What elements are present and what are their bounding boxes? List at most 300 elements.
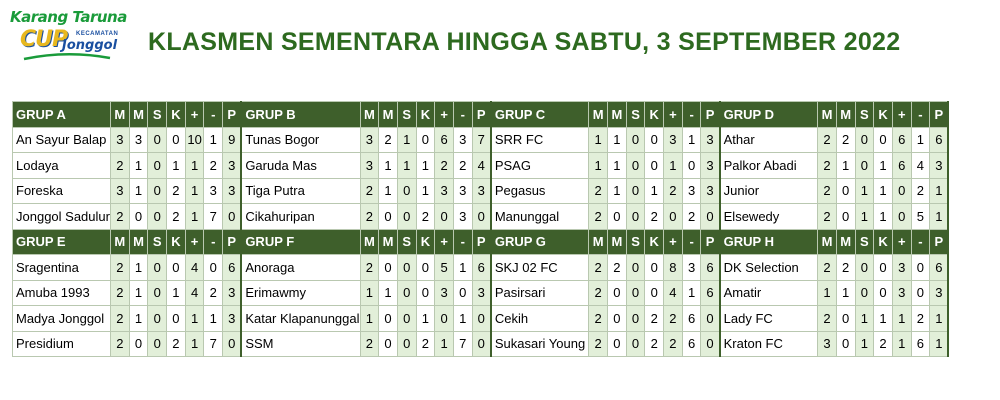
column-header: M: [589, 229, 608, 255]
stat-cell: 1: [453, 306, 472, 332]
stat-cell: 1: [185, 178, 204, 204]
stat-cell: 0: [379, 331, 398, 357]
page-title: KLASMEN SEMENTARA HINGGA SABTU, 3 SEPTEMBER 2022: [148, 28, 901, 56]
column-header: M: [818, 229, 837, 255]
stat-cell: 2: [589, 178, 608, 204]
stat-cell: 0: [645, 255, 664, 281]
table-row: [13, 306, 949, 332]
team-name: Tiga Putra: [241, 178, 360, 204]
stat-cell: 3: [111, 178, 130, 204]
team-name: Lady FC: [720, 306, 818, 332]
stat-cell: 0: [626, 306, 645, 332]
stat-cell: 3: [360, 153, 379, 179]
stat-cell: 0: [626, 178, 645, 204]
column-header: S: [148, 229, 167, 255]
stat-cell: 0: [148, 204, 167, 230]
column-header: S: [626, 102, 645, 128]
column-header: K: [645, 229, 664, 255]
team-name: PSAG: [491, 153, 589, 179]
stat-cell: 6: [930, 127, 949, 153]
stat-cell: 0: [701, 306, 720, 332]
team-name: Tunas Bogor: [241, 127, 360, 153]
team-name: Kraton FC: [720, 331, 818, 357]
column-header: M: [379, 102, 398, 128]
stat-cell: 3: [360, 127, 379, 153]
stat-cell: 2: [818, 306, 837, 332]
column-header: K: [874, 229, 893, 255]
stat-cell: 10: [185, 127, 204, 153]
stat-cell: 2: [204, 153, 223, 179]
stat-cell: 0: [836, 178, 855, 204]
stat-cell: 1: [185, 306, 204, 332]
stat-cell: 0: [379, 204, 398, 230]
column-header: M: [360, 229, 379, 255]
column-header: S: [855, 102, 874, 128]
stat-cell: 4: [185, 280, 204, 306]
column-header: +: [185, 102, 204, 128]
stat-cell: 2: [836, 255, 855, 281]
stat-cell: 0: [397, 178, 416, 204]
stat-cell: 3: [818, 331, 837, 357]
stat-cell: 6: [682, 306, 701, 332]
stat-cell: 1: [379, 178, 398, 204]
group-name: GRUP F: [241, 229, 360, 255]
stat-cell: 1: [416, 178, 435, 204]
stat-cell: 0: [911, 255, 930, 281]
team-name: Palkor Abadi: [720, 153, 818, 179]
stat-cell: 3: [453, 178, 472, 204]
stat-cell: 1: [435, 331, 454, 357]
column-header: M: [589, 102, 608, 128]
stat-cell: 0: [855, 153, 874, 179]
stat-cell: 2: [204, 280, 223, 306]
stat-cell: 3: [892, 280, 911, 306]
stat-cell: 2: [645, 306, 664, 332]
table-row: [13, 280, 949, 306]
stat-cell: 3: [892, 255, 911, 281]
column-header: P: [701, 102, 720, 128]
stat-cell: 3: [129, 127, 148, 153]
stat-cell: 2: [589, 204, 608, 230]
column-header: M: [836, 229, 855, 255]
stat-cell: 0: [223, 204, 242, 230]
stat-cell: 0: [397, 280, 416, 306]
stat-cell: 1: [682, 280, 701, 306]
column-header: K: [416, 102, 435, 128]
stat-cell: 2: [911, 178, 930, 204]
stat-cell: 3: [701, 153, 720, 179]
stat-cell: 0: [416, 280, 435, 306]
column-header: -: [204, 102, 223, 128]
stat-cell: 3: [664, 127, 683, 153]
stat-cell: 1: [836, 153, 855, 179]
column-header: K: [167, 229, 186, 255]
stat-cell: 1: [855, 178, 874, 204]
stat-cell: 2: [360, 255, 379, 281]
stat-cell: 1: [453, 255, 472, 281]
stat-cell: 7: [204, 204, 223, 230]
team-name: Anoraga: [241, 255, 360, 281]
group-name: GRUP G: [491, 229, 589, 255]
stat-cell: 1: [379, 153, 398, 179]
team-name: Cekih: [491, 306, 589, 332]
team-name: SSM: [241, 331, 360, 357]
stat-cell: 0: [204, 255, 223, 281]
stat-cell: 0: [892, 178, 911, 204]
stat-cell: 0: [626, 127, 645, 153]
stat-cell: 3: [701, 127, 720, 153]
table-row: [13, 153, 949, 179]
stat-cell: 0: [416, 127, 435, 153]
stat-cell: 2: [818, 255, 837, 281]
stat-cell: 0: [701, 204, 720, 230]
column-header: P: [472, 229, 491, 255]
column-header: K: [416, 229, 435, 255]
stat-cell: 3: [223, 280, 242, 306]
stat-cell: 3: [930, 280, 949, 306]
stat-cell: 1: [892, 331, 911, 357]
stat-cell: 0: [682, 153, 701, 179]
stat-cell: 1: [589, 153, 608, 179]
stat-cell: 0: [435, 306, 454, 332]
stat-cell: 3: [472, 280, 491, 306]
stat-cell: 3: [472, 178, 491, 204]
logo-text-cup: CUP: [20, 27, 68, 52]
stat-cell: 0: [167, 306, 186, 332]
column-header: -: [682, 102, 701, 128]
column-header: K: [645, 102, 664, 128]
group-name: GRUP B: [241, 102, 360, 128]
stat-cell: 1: [874, 306, 893, 332]
stat-cell: 0: [148, 127, 167, 153]
stat-cell: 0: [148, 255, 167, 281]
stat-cell: 0: [148, 153, 167, 179]
stat-cell: 0: [148, 331, 167, 357]
stat-cell: 0: [435, 204, 454, 230]
stat-cell: 2: [874, 331, 893, 357]
stat-cell: 2: [682, 204, 701, 230]
stat-cell: 2: [664, 178, 683, 204]
stat-cell: 0: [129, 331, 148, 357]
stat-cell: 1: [416, 153, 435, 179]
column-header: S: [148, 102, 167, 128]
column-header: -: [911, 102, 930, 128]
stat-cell: 1: [645, 178, 664, 204]
column-header: M: [836, 102, 855, 128]
stat-cell: 6: [701, 280, 720, 306]
stat-cell: 0: [626, 153, 645, 179]
stat-cell: 3: [453, 127, 472, 153]
column-header: S: [397, 229, 416, 255]
stat-cell: 1: [397, 153, 416, 179]
stat-cell: 3: [223, 306, 242, 332]
stat-cell: 1: [911, 127, 930, 153]
column-header: +: [892, 229, 911, 255]
stat-cell: 0: [855, 127, 874, 153]
stat-cell: 2: [645, 331, 664, 357]
stat-cell: 1: [379, 280, 398, 306]
stat-cell: 2: [836, 127, 855, 153]
stat-cell: 2: [435, 153, 454, 179]
stat-cell: 1: [874, 153, 893, 179]
stat-cell: 4: [664, 280, 683, 306]
stat-cell: 2: [664, 306, 683, 332]
stat-cell: 2: [589, 306, 608, 332]
team-name: Katar Klapanunggal: [241, 306, 360, 332]
team-name: Jonggol Sadulur: [13, 204, 111, 230]
column-header: +: [185, 229, 204, 255]
stat-cell: 1: [664, 153, 683, 179]
team-name: Garuda Mas: [241, 153, 360, 179]
table-row: [13, 255, 949, 281]
stat-cell: 0: [472, 306, 491, 332]
stat-cell: 3: [223, 153, 242, 179]
stat-cell: 0: [836, 331, 855, 357]
stat-cell: 2: [111, 153, 130, 179]
stat-cell: 6: [435, 127, 454, 153]
column-header: M: [608, 229, 627, 255]
stat-cell: 2: [608, 255, 627, 281]
stat-cell: 5: [911, 204, 930, 230]
stat-cell: 0: [874, 255, 893, 281]
stat-cell: 1: [416, 306, 435, 332]
stat-cell: 2: [645, 204, 664, 230]
column-header: -: [453, 229, 472, 255]
stat-cell: 0: [874, 127, 893, 153]
stat-cell: 0: [664, 204, 683, 230]
stat-cell: 0: [472, 331, 491, 357]
stat-cell: 3: [682, 178, 701, 204]
stat-cell: 6: [701, 255, 720, 281]
stat-cell: 3: [682, 255, 701, 281]
stat-cell: 1: [682, 127, 701, 153]
stat-cell: 2: [818, 204, 837, 230]
group-name: GRUP C: [491, 102, 589, 128]
team-name: Junior: [720, 178, 818, 204]
stat-cell: 0: [701, 331, 720, 357]
column-header: P: [223, 102, 242, 128]
logo-text-kecamatan: KECAMATAN: [76, 31, 119, 37]
stat-cell: 1: [855, 306, 874, 332]
column-header: P: [701, 229, 720, 255]
column-header: +: [664, 229, 683, 255]
column-header: S: [397, 102, 416, 128]
team-name: Erimawmy: [241, 280, 360, 306]
stat-cell: 6: [892, 153, 911, 179]
stat-cell: 2: [111, 255, 130, 281]
stat-cell: 0: [148, 306, 167, 332]
stat-cell: 0: [129, 204, 148, 230]
team-name: Sragentina: [13, 255, 111, 281]
column-header: +: [892, 102, 911, 128]
stat-cell: 1: [397, 127, 416, 153]
stat-cell: 2: [664, 331, 683, 357]
stat-cell: 1: [185, 153, 204, 179]
stat-cell: 0: [645, 280, 664, 306]
stat-cell: 0: [472, 204, 491, 230]
group-name: GRUP A: [13, 102, 111, 128]
stat-cell: 6: [930, 255, 949, 281]
team-name: Lodaya: [13, 153, 111, 179]
column-header: M: [129, 229, 148, 255]
stat-cell: 0: [608, 331, 627, 357]
stat-cell: 7: [204, 331, 223, 357]
stat-cell: 4: [185, 255, 204, 281]
stat-cell: 2: [589, 255, 608, 281]
table-row: [13, 127, 949, 153]
stat-cell: 1: [930, 204, 949, 230]
stat-cell: 1: [129, 306, 148, 332]
column-header: P: [930, 229, 949, 255]
stat-cell: 2: [167, 178, 186, 204]
stat-cell: 8: [664, 255, 683, 281]
team-name: SRR FC: [491, 127, 589, 153]
stat-cell: 0: [379, 306, 398, 332]
tournament-logo: [8, 8, 127, 68]
logo-text-karang-taruna: Karang Taruna: [10, 8, 127, 26]
stat-cell: 6: [472, 255, 491, 281]
stat-cell: 6: [223, 255, 242, 281]
table-row: [13, 178, 949, 204]
stat-cell: 0: [167, 127, 186, 153]
stat-cell: 2: [360, 331, 379, 357]
table-row: [13, 204, 949, 230]
stat-cell: 0: [626, 331, 645, 357]
stat-cell: 1: [167, 280, 186, 306]
stat-cell: 1: [204, 306, 223, 332]
stat-cell: 0: [855, 280, 874, 306]
stat-cell: 1: [129, 178, 148, 204]
stat-cell: 1: [608, 153, 627, 179]
stat-cell: 0: [608, 306, 627, 332]
stat-cell: 0: [626, 255, 645, 281]
column-header: P: [930, 102, 949, 128]
stat-cell: 3: [701, 178, 720, 204]
standings-table: [12, 101, 949, 357]
stat-cell: 2: [379, 127, 398, 153]
stat-cell: 0: [148, 280, 167, 306]
stat-cell: 4: [472, 153, 491, 179]
stat-cell: 2: [453, 153, 472, 179]
stat-cell: 1: [589, 127, 608, 153]
stat-cell: 5: [435, 255, 454, 281]
stat-cell: 2: [818, 127, 837, 153]
stat-cell: 2: [111, 331, 130, 357]
team-name: DK Selection: [720, 255, 818, 281]
stat-cell: 0: [911, 280, 930, 306]
stat-cell: 1: [818, 280, 837, 306]
stat-cell: 1: [892, 306, 911, 332]
column-header: -: [204, 229, 223, 255]
stat-cell: 2: [111, 306, 130, 332]
column-header: P: [472, 102, 491, 128]
stat-cell: 3: [111, 127, 130, 153]
stat-cell: 2: [167, 331, 186, 357]
team-name: Madya Jonggol: [13, 306, 111, 332]
stat-cell: 0: [874, 280, 893, 306]
team-name: Presidium: [13, 331, 111, 357]
column-header: K: [874, 102, 893, 128]
stat-cell: 1: [836, 280, 855, 306]
stat-cell: 2: [111, 280, 130, 306]
stat-cell: 2: [416, 204, 435, 230]
column-header: M: [111, 229, 130, 255]
group-name: GRUP H: [720, 229, 818, 255]
column-header: P: [223, 229, 242, 255]
column-header: +: [664, 102, 683, 128]
stat-cell: 0: [645, 127, 664, 153]
stat-cell: 0: [608, 280, 627, 306]
stat-cell: 1: [360, 280, 379, 306]
team-name: An Sayur Balap: [13, 127, 111, 153]
stat-cell: 0: [397, 255, 416, 281]
team-name: Foreska: [13, 178, 111, 204]
stat-cell: 2: [589, 331, 608, 357]
stat-cell: 3: [930, 153, 949, 179]
table-row: [13, 331, 949, 357]
stat-cell: 2: [416, 331, 435, 357]
stat-cell: 2: [167, 204, 186, 230]
column-header: -: [682, 229, 701, 255]
stat-cell: 0: [397, 204, 416, 230]
stat-cell: 2: [360, 204, 379, 230]
stat-cell: 2: [360, 178, 379, 204]
stat-cell: 7: [472, 127, 491, 153]
column-header: S: [855, 229, 874, 255]
stat-cell: 0: [397, 331, 416, 357]
group-name: GRUP E: [13, 229, 111, 255]
team-name: Pegasus: [491, 178, 589, 204]
stat-cell: 0: [453, 280, 472, 306]
stat-cell: 2: [818, 153, 837, 179]
stat-cell: 6: [682, 331, 701, 357]
column-header: S: [626, 229, 645, 255]
team-name: Pasirsari: [491, 280, 589, 306]
stat-cell: 0: [379, 255, 398, 281]
stat-cell: 3: [435, 280, 454, 306]
stat-cell: 1: [129, 280, 148, 306]
logo-text-jonggol: Jonggol: [62, 38, 118, 53]
stat-cell: 0: [167, 255, 186, 281]
stat-cell: 0: [148, 178, 167, 204]
group-name: GRUP D: [720, 102, 818, 128]
column-header: M: [379, 229, 398, 255]
stat-cell: 0: [397, 306, 416, 332]
stat-cell: 0: [892, 204, 911, 230]
stat-cell: 9: [223, 127, 242, 153]
stat-cell: 1: [930, 331, 949, 357]
stat-cell: 2: [589, 280, 608, 306]
stat-cell: 1: [930, 178, 949, 204]
stat-cell: 2: [818, 178, 837, 204]
column-header: +: [435, 229, 454, 255]
column-header: K: [167, 102, 186, 128]
stat-cell: 1: [930, 306, 949, 332]
group-header-row: [13, 102, 949, 128]
stat-cell: 3: [435, 178, 454, 204]
column-header: -: [911, 229, 930, 255]
stat-cell: 1: [608, 178, 627, 204]
team-name: Cikahuripan: [241, 204, 360, 230]
stat-cell: 1: [204, 127, 223, 153]
stat-cell: 1: [129, 153, 148, 179]
team-name: Athar: [720, 127, 818, 153]
stat-cell: 1: [874, 204, 893, 230]
column-header: M: [129, 102, 148, 128]
stat-cell: 3: [204, 178, 223, 204]
stat-cell: 0: [416, 255, 435, 281]
stat-cell: 1: [185, 331, 204, 357]
